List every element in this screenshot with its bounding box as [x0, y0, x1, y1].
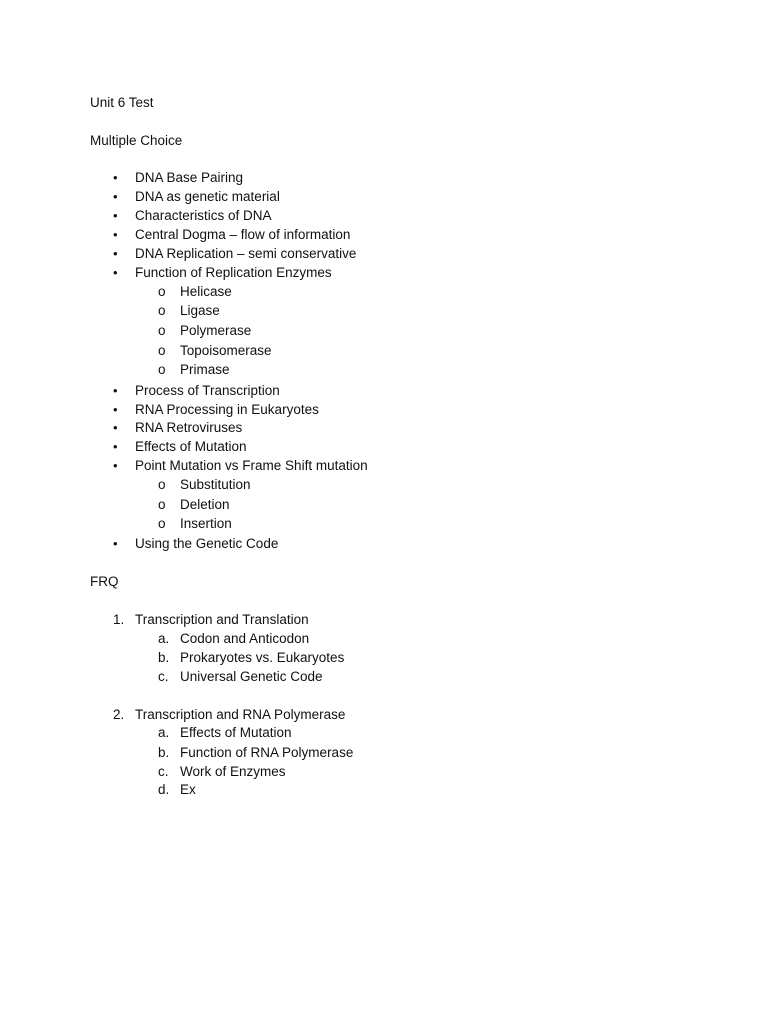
bullet-marker: • — [113, 170, 118, 185]
mc-item-dna-genetic-material: DNA as genetic material — [135, 189, 280, 204]
mc-subitem-insertion: Insertion — [180, 516, 232, 531]
bullet-marker: • — [113, 227, 118, 242]
frq-number: 1. — [113, 612, 125, 627]
sub-bullet-marker: o — [158, 516, 166, 531]
bullet-marker: • — [113, 208, 118, 223]
frq-heading: FRQ — [90, 574, 119, 589]
sub-bullet-marker: o — [158, 323, 166, 338]
bullet-marker: • — [113, 383, 118, 398]
mc-subitem-polymerase: Polymerase — [180, 323, 252, 338]
sub-bullet-marker: o — [158, 497, 166, 512]
mc-heading: Multiple Choice — [90, 133, 183, 148]
frq-letter: a. — [158, 631, 170, 646]
mc-subitem-primase: Primase — [180, 362, 230, 377]
frq-question-1: Transcription and Translation — [135, 612, 309, 627]
frq-letter: b. — [158, 745, 170, 760]
frq-subitem-enzymes: Work of Enzymes — [180, 764, 286, 779]
bullet-marker: • — [113, 246, 118, 261]
frq-subitem-rna-polymerase: Function of RNA Polymerase — [180, 745, 354, 760]
bullet-marker: • — [113, 536, 118, 551]
mc-subitem-helicase: Helicase — [180, 284, 232, 299]
mc-item-dna-replication: DNA Replication – semi conservative — [135, 246, 357, 261]
bullet-marker: • — [113, 439, 118, 454]
mc-item-rna-processing: RNA Processing in Eukaryotes — [135, 402, 319, 417]
frq-subitem-ex: Ex — [180, 782, 196, 797]
frq-letter: d. — [158, 782, 170, 797]
bullet-marker: • — [113, 420, 118, 435]
sub-bullet-marker: o — [158, 362, 166, 377]
bullet-marker: • — [113, 458, 118, 473]
document-title: Unit 6 Test — [90, 95, 154, 110]
mc-item-characteristics-dna: Characteristics of DNA — [135, 208, 272, 223]
frq-subitem-codon: Codon and Anticodon — [180, 631, 310, 646]
mc-item-dna-base-pairing: DNA Base Pairing — [135, 170, 244, 185]
sub-bullet-marker: o — [158, 303, 166, 318]
frq-subitem-universal-code: Universal Genetic Code — [180, 669, 323, 684]
mc-subitem-deletion: Deletion — [180, 497, 230, 512]
mc-item-genetic-code: Using the Genetic Code — [135, 536, 279, 551]
frq-letter: b. — [158, 650, 170, 665]
mc-item-transcription: Process of Transcription — [135, 383, 280, 398]
frq-letter: a. — [158, 725, 170, 740]
sub-bullet-marker: o — [158, 284, 166, 299]
mc-subitem-ligase: Ligase — [180, 303, 220, 318]
frq-subitem-effects-mutation: Effects of Mutation — [180, 725, 292, 740]
bullet-marker: • — [113, 402, 118, 417]
mc-item-central-dogma: Central Dogma – flow of information — [135, 227, 351, 242]
mc-subitem-topoisomerase: Topoisomerase — [180, 343, 272, 358]
mc-item-point-vs-frameshift: Point Mutation vs Frame Shift mutation — [135, 458, 368, 473]
frq-letter: c. — [158, 764, 169, 779]
bullet-marker: • — [113, 265, 118, 280]
sub-bullet-marker: o — [158, 477, 166, 492]
mc-item-replication-enzymes: Function of Replication Enzymes — [135, 265, 332, 280]
sub-bullet-marker: o — [158, 343, 166, 358]
mc-item-rna-retroviruses: RNA Retroviruses — [135, 420, 243, 435]
frq-subitem-prokaryotes: Prokaryotes vs. Eukaryotes — [180, 650, 345, 665]
mc-item-effects-mutation: Effects of Mutation — [135, 439, 247, 454]
frq-question-2: Transcription and RNA Polymerase — [135, 707, 346, 722]
frq-number: 2. — [113, 707, 125, 722]
bullet-marker: • — [113, 189, 118, 204]
frq-letter: c. — [158, 669, 169, 684]
mc-subitem-substitution: Substitution — [180, 477, 251, 492]
